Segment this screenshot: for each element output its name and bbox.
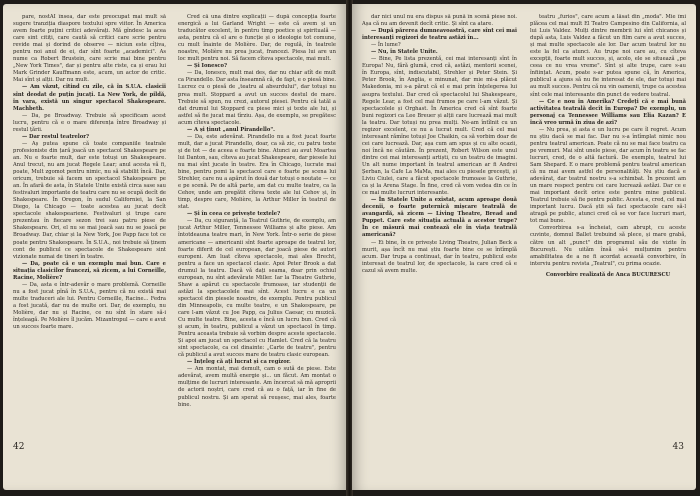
interview-question: — Și în ceea ce privește textele? [187,211,281,218]
interview-paragraph: — Da, este adevărat. Pirandello nu a fost jucat foarte mult, dar a jucat Pirandello, doar, ca să zic, cu patru texte și de tot — de aceea e foarte bine. Atunci au avut Moartea lui Danton, sau, cîteva au jucat Shakespeare, dar piesele lui nu mai sînt jucate în teatre. Era în Chicago, lucrate mai bine, pentru pomi la spectacol care e foarte pe scena lui Strehler, care nu a apărut în două dar totuși o noutate — ce e pe scenă. Pe de altă parte, am dat cu multe teatre, ca la Cehov, unde am pregătit cîteva texte ale lui Cehov și, în timp, despre care, Molière, la Arthur Miller în teatrul de stat. [178,133,336,211]
interview-paragraph: — Da, asta e într-adevăr o mare problemă. Corneille nu a fost jucat pînă în S.U.A., pentru că nu există mai multe traduceri ale lui. Pentru Corneille, Racine... Fedra a fost jucată, dar nu de multe ori. Dar, de exemplu, nu Molière, dar nu și Racine, ce nu sînt în stare să-i înțeleagă. Pe Molière îl jucăm. Mizantropul — care e avut un succes foarte mare. [13,281,166,331]
interview-question: — Nu, în Statele Unite. [371,49,438,56]
right-page [352,4,696,490]
right-column-1 [362,14,517,444]
interview-question: — Înțeleg că ați lucrat și ca regizor. [187,359,291,366]
page-number-right: 43 [672,442,684,452]
interview-paragraph: — Ei bine, în ce privește Living Theatre, Julian Beck a murit, așa încît nu mai știu foarte bine ce se întîmplă acum. Dar trupa a continuat, dar în teatru, publicul este interesat de teatrul lor, de spectacole, la care cred că e cazul să avem multe. [362,239,517,274]
interview-question: — Și Ionesco? [187,63,228,70]
interview-question: — Ce e nou în Amerika? Credeți că e mai bună activitatea teatrală decît în Europa? De exemplu, un personaj ca Tennessee Williams sau Elia Kazan? E încă vreo urmă în ziua de azi? [530,98,686,126]
interview-question: — În Statele Unite a existat, acum aproape două decenii, o foarte puternică mișcare teatrală de avangardă, să zicem — Living Theatre, Bread and Puppet. Care este situația actuală a acestor trupe? În ce măsură mai contează ele în viața teatrală americană? [362,197,517,239]
left-column-1 [13,14,166,444]
interview-paragraph: — În lume? [371,42,401,49]
right-column-2-body [530,14,686,268]
interview-question: — Da, poate că e un exemplu mai bun. Care e situația clasicilor francezi, să zicem, a lui Corneille, Racine, Molière? [13,260,166,281]
interview-paragraph: Convorbirea s-a încheiat, cam abrupt, cu aceste cuvinte, domnul Ballet trebuind să plece, și mare grabă, către un alt „punct" din programul său de vizite în București. Nu uităm însă să-i mulțumim pentru amabilitatea de a ne fi acordat această convorbire, în interviu pentru revista „Teatrul", cu prima ocazie. [530,225,686,267]
interview-paragraph: — Da, Ionesco, mult mai des, dar nu chiar atît de mult ca Pirandello. Dar asta înseamnă că, de fapt, e o piesă bine. Lucrez cu o piesă de „teatru al absurdului", dar totuși nu prea mult. Stoppard a avut un succes destul de mare. Trebuie să spun, nu crezi, autorul piesei. Pentru că tatăl a dat drumul lui Stoppard cu piese mici și texte ale lui, și astfel să fie jucat mai tîrziu. Așa, de exemplu, se pregătesc acum cîteva spectacole. [178,70,336,126]
interview-paragraph: — Nu prea, și asta e un lucru pe care îl regret. Acum nu știu dacă se mai fac. Dar nu s-a întîmplat nimic nou pentru teatrul american. Poate că nu se mai face teatru ca pe vremuri. Mai sînt unele piese, dar acum în teatru se fac lucruri, cred, de o altă factură. De exemplu, teatrul lui Sam Shepard. E o mare problemă pentru teatrul american că nu mai avem astfel de personalități. Nu știu dacă e adevărat, dar teatrul nostru s-a schimbat. În prezent am un mare respect pentru cei care lucrează astăzi. Dar ce e mai important decît orice este pentru mine publicul. Teatrul trebuie să fie pentru public. Acesta e, cred, cel mai important lucru. Dacă știi să faci spectacole care să-l atragă pe public, atunci cred că se vor face lucruri mari, tot mai bune. [530,126,686,225]
interview-paragraph: dar nici unul nu era dispus să pună în scenă piese noi. Așa că nu am devenit decît critic. Și sînt ca atare. [362,14,517,28]
interview-question: — Am văzut, citind cu zile, că în S.U.A. clasicii sînt deodat de puțin jucați. La New York, de pildă, în vara, există un singur spectacol Shakespeare. Machbeth. [13,84,166,112]
left-page [3,4,347,490]
interview-paragraph: — Da, pe Broadway. Trebuie să specificam acest lucru, pentru că e o mare diferența între Broadway și restul țării. [13,112,166,133]
interview-paragraph: Cred că una dintre explicații — după concepția foarte energică a lui Garland Wright — este că avem și un traducător excelent, în pentru timp poetice și spirituală — asta, pentru că el are o funcție și o ideologie tot comune, cu mult înainte de Molière. Dar, de regulă, în teatrele noastre, Molière nu prea jucat, francezi. Piesa lui are un loc mult pentru noi. Să facem cîteva spectacole, mai mult. [178,14,336,63]
interview-paragraph: — Am montat, mai demult, cam o sută de piese. Este adevărat, avem multă energie și... un făcut. Am montat o mulțime de lucruri interesante. Am încercat să mă aproprii de actorii noștri, care cred că au o față, iar în fine de publicul nostru. Și am sperat să reușesc, mai ales, foarte bine. [178,366,336,408]
interview-paragraph: — Da, cu siguranță, la Teatrul Guthrie, de exemplu, am jucat Arthur Miller, Tennessee Williams și alte piese. Am întotdeauna teatre mari, în New York. Într-o serie de piese americane — americanii sînt foarte aproape de teatrul lor, foarte diferit de cel european, dar joacă piese de autori europeni. Am luat cîteva spectacole, mai ales Brecht, pentru a face un spectacol clasic. Apoi Peter Brook a dat drumul la teatru. Dacă vă dați seama, doar prin ochiul european, nu sînt adevărate Miller. Iar la Theatre Guthrie, Shaw a apărut cu spectacole frumoase, iar studenții de astăzi la spectacolele mai sînt. Acest lucru e ca un spectacol din piesele noastre, de exemplu. Pentru publicul din Minneapolis, cu multe teatre, e un Shakespeare, pe care l-am văzut cu Joe Papp, ca Julius Caesar, cu muzică. Cu multe teatre. Bine, acesta e încă un lucru bun. Cred că și acum, în teatru, publicul a văzut un spectacol în timp. Pentru aceasta trebuie să vorbim despre aceste spectacole. Și apoi am jucat un spectacol cu Hamlet. Cred că la teatru sint spectacole, ca cel dinainte: „Carte de teatru", pentru că publicul a avut succes mare de teatru clasic european. [178,218,336,359]
interview-paragraph: pare, nostAI însea, dar este preocupat mai mult să sugere tranziția diaspore textului spre viitor. În America avem foarte puțini critici adevărați. Mă gîndesc la acea care sint citiți, care caută să critici care scrie pentru revide mai și dorind de observe — niciun este cîțiva, pentru noi anul de ei, dar sînt foarte „academici". As nume ca Robert Brustein, care scrie mai bine pentru „New York Times", dar și pentru alte riste, ca și erau lui Mark Grinder Kauffmann este, acum, un actor de critic. Mai sînt și alții. Dar nu mult. [13,14,166,84]
right-column-2 [530,14,686,444]
interview-paragraph: — Bine, Pe lista prezentă, cei mai interesanți sînt în Europa! Nu, fără glumă, cred că, astăzi, mentorii scenei, în Europa, sînt, indiscutabil, Strehler și Peter Stein. Și Peter Brook, în Anglia, e minunat, dar mie mi-a plăcut Makedonia, mi s-a părut că el e mai prin înțelegerea lui asupra textului. Dar cred că spectacolul lui Shakespeare, Regele Lear, a fost cel mai frumos pe care l-am văzut. Și spectacolele și Orghast. În America cred că sînt foarte buni regizori ca Lee Breuer și alții care lucrează mai mult la teatru. Dar totuși nu prea mulți. Ne-am întîlnit cu un regizor excelent, ce nu a lucrat mult. Cred că cel mai interesant rămîne totuși Joe Chaikin, ca să vorbim doar de cei care lucrează. Dar, așa cum am spus și cu alte ocazii, noi încă ne căutăm. În prezent, Robert Wilson este unul dintre cei mai interesanți artiști, cu un teatru de imagini. Un alt nume important în teatrul american ar fi Andrei Șerban, la Cafe La MaMa, mai ales cu piesele grecești, și Liviu Ciulei, care a făcut spectacole frumoase la Guthrie, ca și la Arena Stage. În fine, cred că vom vedea din ce în ce mai multe lucruri interesante. [362,56,517,197]
interview-question: — A și ținut „anul Pirandello". [187,126,275,133]
interview-question: — Dar restul teatrelor? [22,133,89,140]
interview-signature: Convorbire realizată de Anca BUCURESCU [545,271,671,278]
page-number-left: 42 [13,442,25,452]
interview-question: — După părerea dumneavoastră, care sînt cei mai interesanți regizori de teatru astăzi în... [362,28,517,42]
interview-paragraph: — Aș putea spune că toate companiile teatrale profesioniste din țară joacă un spectacol Shakespeare pe an. Nu e foarte mult, dar este totuși un Shakespeare. Anul trecut, nu am jucat Regele Lear; anul acesta vă fi, poate, Mult zgomot pentru nimic, nu să stabilit încă. Dar, oricum, trebuie să facem un spectacol Shakespeare pe an. În afară de asta, în Statele Unite există circa sase sau festivaluri importante de teatru care nu se ocupă decît de Shakespeare. În Oregon, în sudul Californiei, la San Diego, la Chicago — toate acestea au jucat decît spectacole shakespeariene. Festivaluri și trupe care prezentau în fiecare sezon trei sau patru piese de Shakespeare. Ori, el nu se mai joacă sau nu se joacă pe Broadway. Dar, chiar și la New York, Joe Papp face tot ce poate pentru Shakespeare. În S.U.A., noi trebuie să ținem cont de publicul ce spectacole de Shakespeare sint vizionate numai de tineri în teatre. [13,140,166,260]
left-column-2 [178,14,336,444]
interview-paragraph: teatru „furios", care acum a lăsat din „moda". Mie îmi plăcea cel mai mult El Teatro Campesino din California, al lui Luis Valdez. Mulți dintre membrii lui sînt chicanos și după asta, Luis Valdez a făcut un film care a avut succes, și mai multe spectacole ale lor. Dar acum teatrul lor nu este la fel ca atunci. Au trupe noi care au, cu cîteva excepții, foarte mult succes, și, acolo, ele se situează „pe ceea ce nu vrea vreme". Sînt și alte trupe, care s-au înființat. Acum, poate s-ar putea spune că, în America, publicul a ajuns să nu fie interesat de ele, dar totuși mai au mult succes. Pentru că nu vin oamenii, trupe ca acestea sînt cele mai interesante din punct de vedere teatral. [530,14,686,98]
